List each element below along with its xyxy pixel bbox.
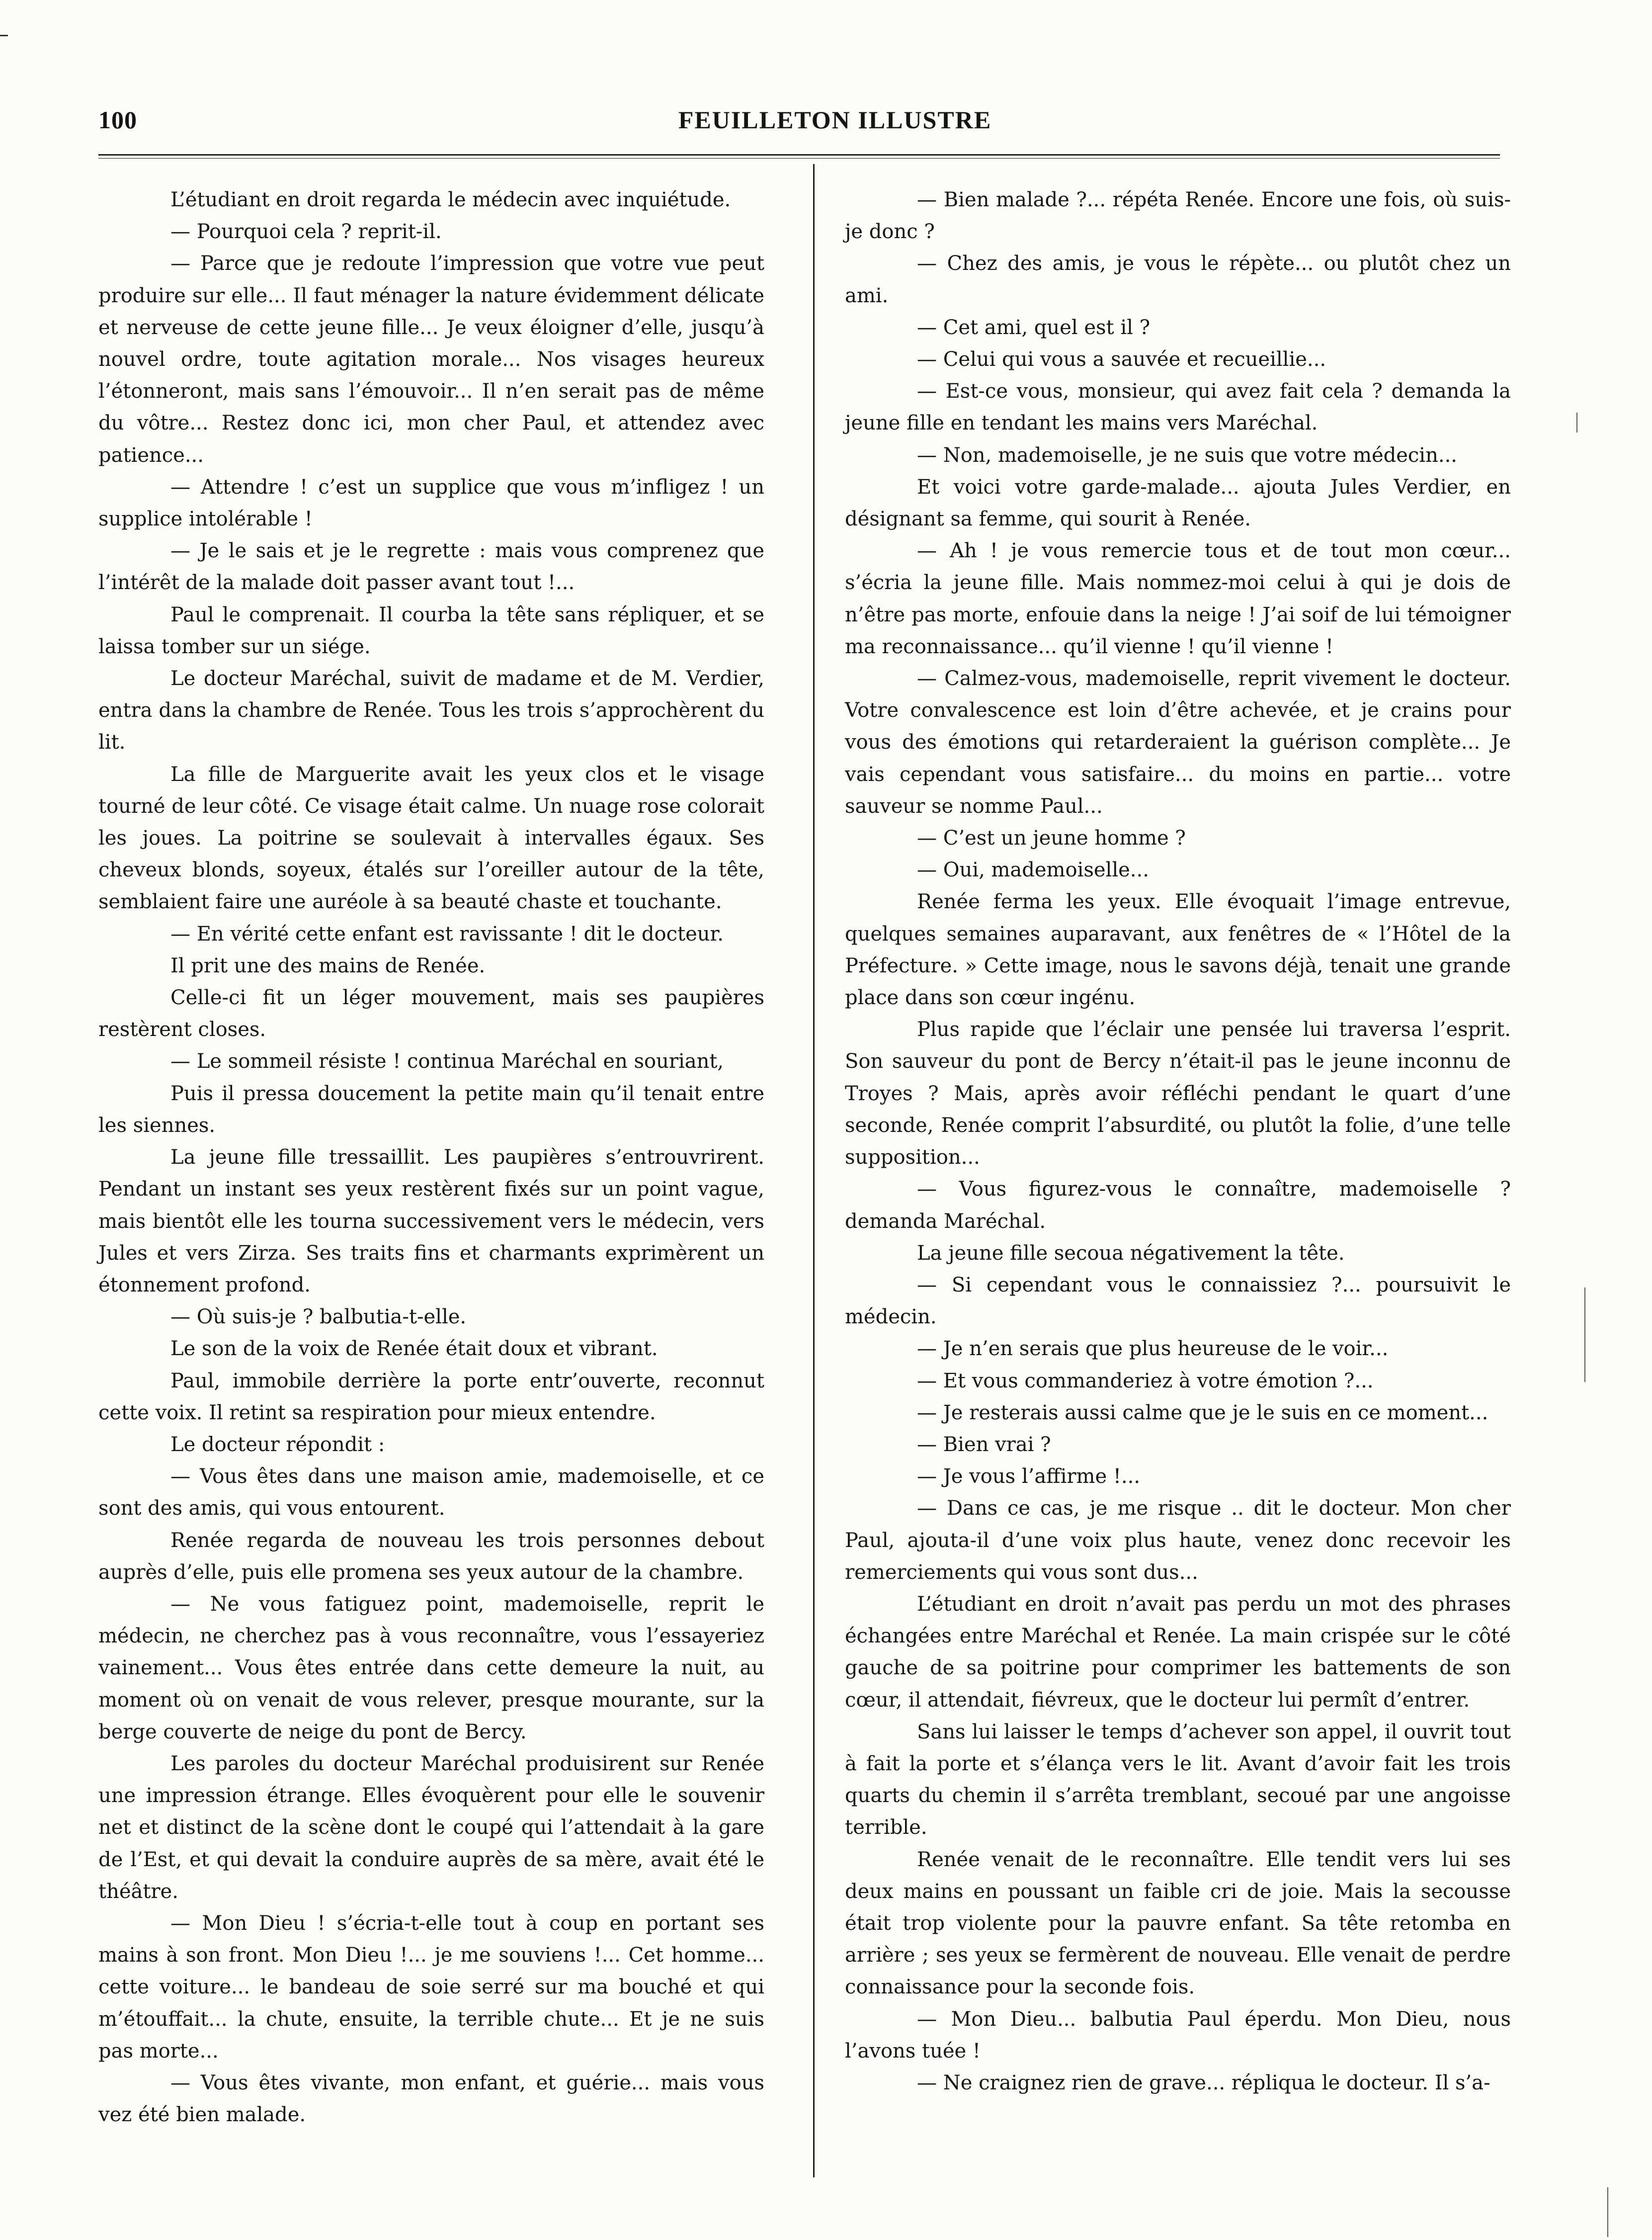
paragraph: — C’est un jeune homme ?	[917, 827, 1186, 850]
scan-edge-mark	[0, 35, 8, 36]
paragraph: Le docteur répondit :	[170, 1433, 385, 1456]
paragraph: Les paroles du docteur Maréchal produisirent sur Renée une impression étrange. Elles évoquèrent pour elle le souvenir net et distinct de la scène dont le coupé qui l’attendait à la gare de l’Est, et qui devait la conduire auprès de sa mère, avait été le théâtre.	[98, 1752, 764, 1903]
paragraph: — Bien malade ?... répéta Renée. Encore une fois, où suis-je donc ?	[845, 188, 1511, 244]
margin-mark	[1607, 2187, 1608, 2237]
paragraph: Puis il pressa doucement la petite main qu’il tenait entre les siennes.	[98, 1082, 764, 1137]
paragraph: Le docteur Maréchal, suivit de madame et de M. Verdier, entra dans la chambre de Renée. Tous les trois s’approchèrent du lit.	[98, 667, 764, 754]
paragraph: — Vous figurez-vous le connaître, mademoiselle ? demanda Maréchal.	[845, 1178, 1511, 1233]
paragraph: Paul le comprenait. Il courba la tête sans répliquer, et se laissa tomber sur un siége.	[98, 603, 764, 658]
paragraph: Sans lui laisser le temps d’achever son appel, il ouvrit tout à fait la porte et s’élança vers le lit. Avant d’avoir fait les trois quarts du chemin il s’arrêta tremblant, secoué par une angoisse terrible.	[845, 1720, 1511, 1839]
paragraph: — Le sommeil résiste ! continua Maréchal en souriant,	[170, 1050, 724, 1073]
paragraph: Celle-ci fit un léger mouvement, mais ses paupières restèrent closes.	[98, 986, 764, 1041]
header-rule-thin	[98, 158, 1500, 159]
paragraph: La jeune fille tressaillit. Les paupières s’entrouvrirent. Pendant un instant ses yeux restèrent fixés sur un point vague, mais bientôt elle les tourna successivement vers le médecin, vers Jules et vers Zirza. Ses traits fins et charmants exprimèrent un étonnement profond.	[98, 1146, 764, 1296]
paragraph: Renée regarda de nouveau les trois personnes debout auprès d’elle, puis elle promena ses yeux autour de la chambre.	[98, 1529, 764, 1584]
paragraph: — Ne vous fatiguez point, mademoiselle, reprit le médecin, ne cherchez pas à vous reconnaître, vous l’essayeriez vainement... Vous êtes entrée dans cette demeure la nuit, au moment où on venait de vous relever, presque mourante, sur la berge couverte de neige du pont de Bercy.	[98, 1592, 764, 1743]
page-number: 100	[98, 106, 137, 134]
paragraph: Paul, immobile derrière la porte entr’ouverte, reconnut cette voix. Il retint sa respiration pour mieux entendre.	[98, 1369, 764, 1424]
right-column	[845, 184, 1511, 2099]
paragraph: La fille de Marguerite avait les yeux clos et le visage tourné de leur côté. Ce visage était calme. Un nuage rose colorait les joues. La poitrine se soulevait à intervalles égaux. Ses cheveux blonds, soyeux, étalés sur l’oreiller autour de la tête, semblaient faire une auréole à sa beauté chaste et touchante.	[98, 763, 764, 914]
paragraph: — Je resterais aussi calme que je le suis en ce moment...	[917, 1401, 1488, 1424]
paragraph: — Non, mademoiselle, je ne suis que votre médecin...	[917, 443, 1457, 467]
paragraph: Il prit une des mains de Renée.	[170, 954, 486, 977]
paragraph: — Mon Dieu... balbutia Paul éperdu. Mon Dieu, nous l’avons tuée !	[845, 2007, 1511, 2063]
margin-mark	[1576, 413, 1577, 432]
paragraph: La jeune fille secoua négativement la tête.	[917, 1241, 1345, 1265]
paragraph: — Si cependant vous le connaissiez ?... poursuivit le médecin.	[845, 1273, 1511, 1329]
paragraph: — Je n’en serais que plus heureuse de le voir...	[917, 1337, 1389, 1361]
paragraph: Le son de la voix de Renée était doux et vibrant.	[170, 1337, 658, 1361]
paragraph: — En vérité cette enfant est ravissante ! dit le docteur.	[170, 922, 724, 946]
paragraph: Renée ferma les yeux. Elle évoquait l’image entrevue, quelques semaines auparavant, aux fenêtres de « l’Hôtel de la Préfecture. » Cette image, nous le savons déjà, tenait une grande place dans son cœur ingénu.	[845, 890, 1511, 1010]
paragraph: Renée venait de le reconnaître. Elle tendit vers lui ses deux mains en poussant un faible cri de joie. Mais la secousse était trop violente pour la pauvre enfant. Sa tête retomba en arrière ; ses yeux se fermèrent de nouveau. Elle venait de perdre connaissance pour la seconde fois.	[845, 1848, 1511, 1999]
paragraph: L’étudiant en droit n’avait pas perdu un mot des phrases échangées entre Maréchal et Renée. La main crispée sur le côté gauche de sa poitrine pour comprimer les battements de son cœur, il attendait, fiévreux, que le docteur lui permît d’entrer.	[845, 1592, 1511, 1712]
paragraph: — Je vous l’affirme !...	[917, 1465, 1141, 1488]
paragraph: — Bien vrai ?	[917, 1433, 1051, 1456]
paragraph: — Vous êtes dans une maison amie, mademoiselle, et ce sont des amis, qui vous entourent.	[98, 1465, 764, 1520]
paragraph: — Dans ce cas, je me risque .. dit le docteur. Mon cher Paul, ajouta-il d’une voix plus haute, venez donc recevoir les remerciements qui vous sont dus...	[845, 1497, 1511, 1584]
paragraph: — Celui qui vous a sauvée et recueillie...	[917, 348, 1326, 371]
running-title: FEUILLETON ILLUSTRE	[678, 106, 992, 134]
paragraph: — Pourquoi cela ? reprit-il.	[170, 220, 442, 244]
paragraph: — Je le sais et je le regrette : mais vous comprenez que l’intérêt de la malade doit passer avant tout !...	[98, 539, 764, 595]
paragraph: L’étudiant en droit regarda le médecin avec inquiétude.	[170, 188, 731, 211]
paragraph: — Cet ami, quel est il ?	[917, 316, 1151, 339]
paragraph: — Ah ! je vous remercie tous et de tout mon cœur... s’écria la jeune fille. Mais nommez-moi celui à qui je dois de n’être pas morte, enfouie dans la neige ! J’ai soif de lui témoigner ma reconnaissance... qu’il vienne ! qu’il vienne !	[845, 539, 1511, 658]
paragraph: — Chez des amis, je vous le répète... ou plutôt chez un ami.	[845, 252, 1511, 307]
paragraph: — Mon Dieu ! s’écria-t-elle tout à coup en portant ses mains à son front. Mon Dieu !... je me souviens !... Cet homme... cette voiture... le bandeau de soie serré sur ma bouché et qui m’étouffait... la chute, ensuite, la terrible chute... Et je ne suis pas morte...	[98, 1911, 764, 2063]
paragraph: — Ne craignez rien de grave... répliqua le docteur. Il s’a-	[917, 2071, 1490, 2094]
header-rule	[98, 154, 1500, 156]
left-column	[98, 184, 764, 2131]
paragraph: Plus rapide que l’éclair une pensée lui traversa l’esprit. Son sauveur du pont de Bercy n’était-il pas le jeune inconnu de Troyes ? Mais, après avoir réfléchi pendant le quart d’une seconde, Renée comprit l’absurdité, ou plutôt la folie, d’une telle supposition...	[845, 1018, 1511, 1169]
paragraph: — Attendre ! c’est un supplice que vous m’infligez ! un supplice intolérable !	[98, 475, 764, 531]
paragraph: — Calmez-vous, mademoiselle, reprit vivement le docteur. Votre convalescence est loin d’être achevée, et je crains pour vous des émotions qui retarderaient la guérison complète... Je vais cependant vous satisfaire... du moins en partie... votre sauveur se nomme Paul...	[845, 667, 1511, 818]
paragraph: — Vous êtes vivante, mon enfant, et guérie... mais vous vez été bien malade.	[98, 2071, 764, 2127]
paragraph: — Où suis-je ? balbutia-t-elle.	[170, 1305, 467, 1329]
paragraph: — Est-ce vous, monsieur, qui avez fait cela ? demanda la jeune fille en tendant les mains vers Maréchal.	[845, 380, 1511, 435]
column-divider	[813, 164, 815, 2177]
margin-mark	[1584, 1288, 1585, 1382]
paragraph: Et voici votre garde-malade... ajouta Jules Verdier, en désignant sa femme, qui sourit à Renée.	[845, 475, 1511, 531]
paragraph: — Oui, mademoiselle...	[917, 859, 1149, 882]
paragraph: — Et vous commanderiez à votre émotion ?...	[917, 1369, 1374, 1392]
paragraph: — Parce que je redoute l’impression que votre vue peut produire sur elle... Il faut ménager la nature évidemment délicate et nerveuse de cette jeune fille... Je veux éloigner d’elle, jusqu’à nouvel ordre, toute agitation morale... Nos visages heureux l’étonneront, mais sans l’émouvoir... Il n’en serait pas de même du vôtre... Restez donc ici, mon cher Paul, et attendez avec patience...	[98, 252, 764, 467]
